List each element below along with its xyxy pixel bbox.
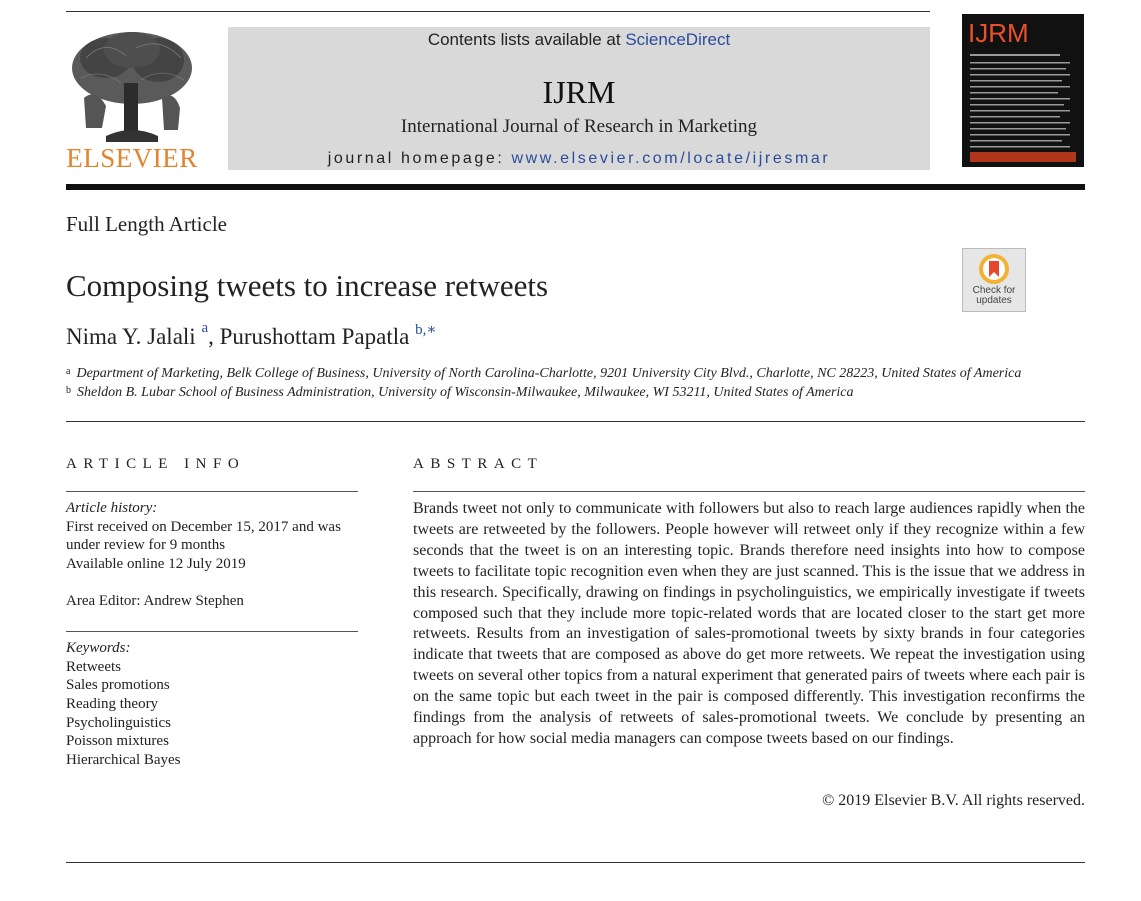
bottom-rule <box>66 862 1085 863</box>
elsevier-wordmark: ELSEVIER <box>66 143 198 173</box>
bookmark-badge-icon <box>978 253 1010 285</box>
abstract-body: Brands tweet not only to communicate with followers but also to reach large audiences rapidly when the tweets are retweeted by the followers. People however will retweet only if they recognize within a few seconds that the tweet is on an interesting topic. Brands therefore need insights into how to compose tweets to facilitate topic recognition even when they are just scanned. This is the issue that we address in this research. Specifically, drawing on findings in psycholinguistics, we empirically investigate if tweets composed such that they include more topic-related words that are located closer to the start get more retweets. Results from an investigation of sales-promotional tweets by sixty brands in four categories indicate that tweets that are composed as above do get more retweets. We repeat the investigation using tweets on several other topics from a natural experiment that generated pairs of tweets where each pair is on the same topic but each tweet in the pair is composed differently. This investigation reconfirms the findings from the analysis of retweets of sales-promotional tweets. We conclude by presenting an approach for how social media managers can compose tweets based on our findings. <box>413 500 1085 747</box>
history-line: under review for 9 months <box>66 537 226 553</box>
affiliation <box>66 385 854 401</box>
abstract-rule <box>413 491 1085 492</box>
cover-contents-graphic <box>970 54 1076 162</box>
article-info-rule <box>66 491 358 492</box>
homepage-prefix: journal homepage: <box>327 150 512 167</box>
article-info-heading: ARTICLE INFO <box>66 456 246 472</box>
keyword[interactable]: Reading theory <box>66 696 159 712</box>
history-label: Article history: <box>66 500 158 516</box>
check-for-updates-button[interactable] <box>962 248 1026 312</box>
author-affiliation-marker[interactable]: b,∗ <box>415 322 437 338</box>
section-rule <box>66 421 1085 422</box>
top-rule <box>66 11 930 12</box>
journal-name: International Journal of Research in Marketing <box>400 116 758 137</box>
history-line: Available online 12 July 2019 <box>66 556 246 572</box>
affiliation-marker: a <box>66 366 71 377</box>
affiliation <box>66 366 1021 382</box>
check-label-line1: Check for <box>972 285 1016 296</box>
keyword[interactable]: Psycholinguistics <box>66 715 172 731</box>
keywords-label: Keywords: <box>66 640 131 656</box>
keyword[interactable]: Hierarchical Bayes <box>66 752 181 768</box>
journal-banner <box>228 27 930 170</box>
keyword[interactable]: Poisson mixtures <box>66 733 169 749</box>
header-thick-rule <box>66 184 1085 190</box>
affiliation-marker: b <box>66 385 71 396</box>
affiliation-text: Department of Marketing, Belk College of Business, University of North Carolina-Charlotte, 9201 University City Blvd., Charlotte, NC 28223, United States of America <box>76 366 1022 381</box>
keyword[interactable]: Retweets <box>66 659 121 675</box>
homepage-line <box>228 150 930 168</box>
contents-line <box>228 30 930 50</box>
history-line: First received on December 15, 2017 and was <box>66 519 341 535</box>
copyright-notice: © 2019 Elsevier B.V. All rights reserved. <box>822 792 1085 809</box>
author-list <box>66 320 437 350</box>
author-name[interactable]: Nima Y. Jalali <box>66 324 196 349</box>
author-affiliation-marker[interactable]: a <box>201 320 209 336</box>
article-type: Full Length Article <box>66 212 227 236</box>
elsevier-tree-icon <box>66 28 198 143</box>
contents-prefix: Contents lists available at <box>427 30 626 49</box>
check-for-updates-label <box>963 286 1025 306</box>
journal-abbrev: IJRM <box>542 74 616 110</box>
journal-cover[interactable] <box>962 14 1084 167</box>
area-editor: Area Editor: Andrew Stephen <box>66 593 244 609</box>
abstract-heading: ABSTRACT <box>413 456 544 472</box>
author-name[interactable]: Purushottam Papatla <box>219 324 410 349</box>
cover-title: IJRM <box>968 18 1029 48</box>
article-title: Composing tweets to increase retweets <box>66 268 549 303</box>
affiliation-text: Sheldon B. Lubar School of Business Administration, University of Wisconsin-Milwaukee, Milwaukee, WI 53211, United States of America <box>77 385 854 400</box>
homepage-link[interactable]: www.elsevier.com/locate/ijresmar <box>511 150 831 167</box>
check-label-line2: updates <box>976 295 1012 306</box>
keywords-rule <box>66 631 358 632</box>
keyword[interactable]: Sales promotions <box>66 677 170 693</box>
author-separator: , <box>208 324 220 349</box>
sciencedirect-link[interactable]: ScienceDirect <box>625 30 731 49</box>
